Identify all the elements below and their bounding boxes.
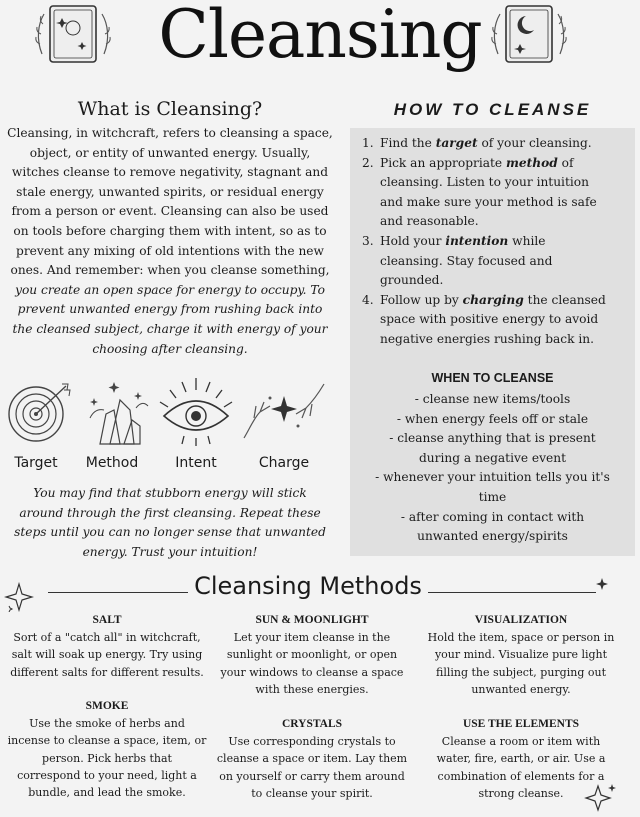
method-sun-line: Let your item cleanse in the: [233, 631, 391, 644]
steps-list: [356, 134, 634, 350]
method-smoke-line: Use the smoke of herbs and: [29, 717, 185, 730]
crystals-method-icon: [80, 378, 150, 448]
icon-label-method: Method: [85, 455, 139, 471]
what-line: prevent unwanted energy from rushing back into: [17, 302, 323, 317]
method-salt: [4, 614, 210, 681]
method-smoke-line: person. Pick herbs that: [42, 751, 172, 765]
page-title: Cleansing: [158, 0, 482, 73]
method-visual-line: unwanted energy.: [471, 682, 571, 696]
method-smoke: [4, 700, 210, 801]
method-sun-title: SUN & MOONLIGHT: [255, 614, 369, 626]
method-visualization: [414, 614, 628, 698]
when-list: [350, 390, 635, 547]
method-crystals-line: cleanse a space or item. Lay them: [216, 752, 408, 766]
method-sun-moonlight: [212, 614, 412, 698]
note-line: steps until you can no longer sense that unwanted: [14, 525, 326, 540]
method-elements-title: USE THE ELEMENTS: [462, 718, 580, 730]
what-line: ones. And remember: when you cleanse something,: [10, 263, 330, 278]
note-line: You may find that stubborn energy will stick: [33, 486, 307, 500]
sparkle-left-icon: [4, 582, 34, 612]
when-item: - cleanse new items/tools: [414, 392, 571, 406]
what-line: stale energy, unwanted spirits, or residual energy: [16, 184, 324, 199]
step-item: 1. Find the target of your cleansing.: [362, 136, 592, 150]
method-smoke-line: correspond to your need, light a: [17, 768, 197, 782]
what-heading: What is Cleansing?: [77, 98, 263, 120]
note-line: energy. Trust your intuition!: [82, 544, 258, 559]
method-sun-line: sunlight or moonlight, or open: [226, 648, 398, 662]
method-salt-title: SALT: [92, 614, 122, 626]
what-line: choosing after cleansing.: [92, 341, 248, 356]
icon-label-intent: Intent: [175, 455, 217, 471]
icon-label-target: Target: [14, 455, 58, 471]
eye-intent-icon: [158, 376, 234, 448]
step-item: 3. Hold your intention while cleansing. Stay focused and grounded.: [362, 233, 553, 288]
when-item: unwanted energy/spirits: [417, 529, 568, 544]
target-icon: [4, 382, 74, 444]
icon-label-charge: Charge: [258, 455, 310, 471]
methods-heading: Cleansing Methods: [194, 572, 422, 600]
method-smoke-line: bundle, and lead the smoke.: [28, 786, 186, 800]
method-visual-line: your mind. Visualize pure light: [434, 648, 608, 662]
method-elements-line: combination of elements for a: [437, 769, 605, 783]
method-salt-line: Sort of a "catch all" in witchcraft,: [13, 631, 201, 644]
what-line: witches cleanse to remove negativity, stagnant and: [11, 165, 329, 180]
method-smoke-title: SMOKE: [85, 700, 129, 712]
method-salt-line: different salts for different results.: [10, 665, 204, 679]
what-line: on tools before charging them with intent, so as to: [13, 223, 327, 238]
divider-left: [48, 592, 188, 593]
what-line: you create an open space for energy to occupy. To: [15, 282, 325, 297]
what-paragraph: [0, 124, 340, 359]
method-crystals: [212, 718, 412, 802]
when-item: - after coming in contact with: [400, 509, 585, 524]
sparkle-small-icon: [596, 578, 608, 590]
method-visual-line: Hold the item, space or person in: [427, 631, 615, 644]
what-line: the cleansed subject, charge it with energy of your: [12, 321, 328, 336]
what-line: prevent any mixing of old intentions with the new: [16, 243, 324, 258]
how-heading: HOW TO CLEANSE: [393, 100, 592, 119]
divider-right: [428, 592, 596, 593]
note-paragraph: [0, 484, 340, 562]
method-smoke-line: incense to cleanse a space, item, or: [7, 734, 207, 748]
hands-charge-icon: [240, 378, 328, 444]
method-salt-line: salt will soak up energy. Try using: [11, 648, 203, 662]
when-item: - whenever your intuition tells you it's: [375, 470, 610, 485]
note-line: around through the first cleansing. Repeat these: [19, 505, 321, 520]
method-crystals-line: Use corresponding crystals to: [228, 735, 396, 748]
method-visual-line: filling the subject, purging out: [436, 665, 606, 679]
method-sun-line: with these energies.: [255, 682, 369, 696]
method-crystals-title: CRYSTALS: [281, 718, 343, 730]
when-item: during a negative event: [419, 450, 566, 465]
method-crystals-line: to cleanse your spirit.: [251, 786, 373, 800]
method-elements-line: water, fire, earth, or air. Use a: [436, 752, 606, 766]
when-heading: WHEN TO CLEANSE: [431, 371, 554, 385]
method-elements-line: Cleanse a room or item with: [441, 735, 601, 748]
step-item: 2. Pick an appropriate method of cleansing. Listen to your intuition and make sure your method is safe and reasonable.: [362, 155, 597, 229]
method-crystals-line: on yourself or carry them around: [219, 769, 405, 783]
when-item: time: [478, 489, 507, 504]
method-sun-line: your windows to cleanse a space: [220, 665, 404, 679]
method-elements: [414, 718, 628, 802]
step-item: 4. Follow up by charging the cleansed space with positive energy to avoid negative energies rushing back in.: [362, 292, 606, 346]
method-elements-line: strong cleanse.: [478, 786, 564, 800]
what-line: Cleansing, in witchcraft, refers to cleansing a space,: [7, 126, 333, 140]
method-visual-title: VISUALIZATION: [474, 614, 568, 626]
what-line: from a person or event. Cleansing can also be used: [11, 204, 329, 219]
when-item: - when energy feels off or stale: [396, 411, 589, 426]
when-item: - cleanse anything that is present: [389, 431, 596, 446]
tarot-card-left-icon: [34, 4, 112, 64]
what-line: object, or entity of unwanted energy. Usually,: [29, 145, 311, 160]
